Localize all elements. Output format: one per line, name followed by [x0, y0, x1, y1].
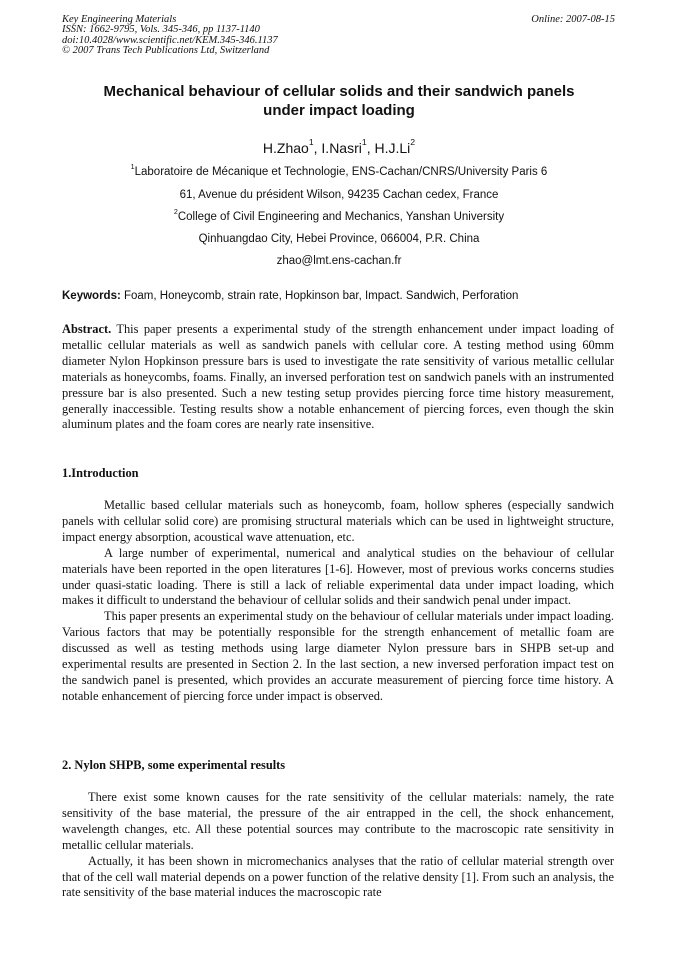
keywords-label: Keywords:: [62, 290, 121, 302]
affiliation-1-line-2: 61, Avenue du président Wilson, 94235 Cachan cedex, France: [179, 189, 499, 201]
author-affiliation-mark: 1: [308, 137, 314, 147]
contact-email: zhao@lmt.ens-cachan.fr: [276, 255, 402, 267]
abstract: [62, 322, 614, 433]
author-name: I.Nasri: [321, 140, 362, 156]
doi-line: doi:10.4028/www.scientific.net/KEM.345-346.1137: [62, 34, 278, 46]
keywords: [62, 290, 622, 302]
paper-title: [40, 82, 638, 120]
affiliation-2-line-2: Qinhuangdao City, Hebei Province, 066004, P.R. China: [198, 233, 480, 245]
author-list: H.Zhao$^1$, I.Nasri$^1$, H.J.Li$^2$: [262, 137, 416, 156]
affiliation-1-line-1: $^1$Laboratoire de Mécanique et Technologie, ENS-Cachan/CNRS/University Paris 6: [130, 163, 548, 178]
author-name: H.Zhao: [262, 140, 309, 156]
section-1-heading: 1.Introduction: [62, 466, 139, 480]
section-2-heading: 2. Nylon SHPB, some experimental results: [62, 758, 286, 772]
abstract-text: This paper presents a experimental study of the strength enhancement under impact loading of metallic cellular materials as well as sandwich panels with cellular core. A testing method using 60mm diameter Nylon Hopkinson pressure bars is used to investigate the rate sensitivity of various metallic cellular materials as honeycombs, foams. Finally, an inversed perforation test on sandwich panels with an instrumented pressure bar is also presented. Such a new testing setup provides piercing force time history measurement, generally inaccessible. Testing results show a notable enhancement of piercing forces, even though the skin aluminum plates and the foam cores are nearly rate insensitive.: [62, 322, 614, 432]
paragraph: Metallic based cellular materials such as honeycomb, foam, hollow spheres (especially sandwich panels with cellular solid core) are promising structural materials which can be used in lightweight structure, impact energy absorption, acoustical wave attenuation, etc.: [62, 498, 614, 544]
author-affiliation-mark: 1: [361, 137, 367, 147]
title-line-1: Mechanical behaviour of cellular solids and their sandwich panels: [103, 83, 575, 100]
paragraph: Actually, it has been shown in micromechanics analyses that the ratio of cellular material strength over that of the cell wall material depends on a power function of the relative density [1]. From such an analysis, the rate sensitivity of the base material induces the macroscopic rate: [62, 853, 614, 900]
keywords-text: Foam, Honeycomb, strain rate, Hopkinson bar, Impact. Sandwich, Perforation: [120, 290, 519, 302]
abstract-label: Abstract.: [62, 322, 112, 336]
journal-name: Key Engineering Materials: [62, 14, 177, 25]
section-1-body: [62, 498, 614, 705]
author-affiliation-mark: 2: [410, 137, 416, 147]
issn-line: ISSN: 1662-9795, Vols. 345-346, pp 1137-1140: [62, 24, 260, 36]
paragraph: There exist some known causes for the rate sensitivity of the cellular materials: namely, the rate sensitivity of the base material, the pressure of the air entrapped in the cell, the shock enhancement, wavelength changes, etc. All these potential sources may contribute to the macroscopic rate sensitivity in metallic cellular materials.: [62, 790, 614, 852]
online-date: Online: 2007-08-15: [531, 14, 615, 25]
section-2-body: [62, 790, 614, 901]
author-name: H.J.Li: [374, 140, 411, 156]
paragraph: A large number of experimental, numerical and analytical studies on the behaviour of cellular materials have been reported in the open literatures [1-6]. However, most of previous works concerns studies under quasi-static loading. There is still a lack of reliable experimental data under impact loading, which makes it difficult to understand the behaviour of cellular solids and their sandwich penal under impact.: [62, 545, 614, 608]
copyright-line: © 2007 Trans Tech Publications Ltd, Switzerland: [62, 45, 270, 57]
paragraph: This paper presents an experimental study on the behaviour of cellular materials under impact loading. Various factors that may be potentially responsible for the strength enhancement of metallic foam are discussed as well as testing methods using large diameter Nylon pressure bars in SHPB set-up and experimental results are presented in Section 2. In the last section, a new inversed perforation impact test on the sandwich panel is presented, which provides an accurate measurement of piercing force time history. A notable enhancement of piercing force under impact is observed.: [62, 609, 614, 703]
journal-header: [62, 15, 278, 57]
affiliation-2-line-1: $^2$College of Civil Engineering and Mechanics, Yanshan University: [173, 208, 505, 223]
title-line-2: under impact loading: [263, 102, 415, 119]
